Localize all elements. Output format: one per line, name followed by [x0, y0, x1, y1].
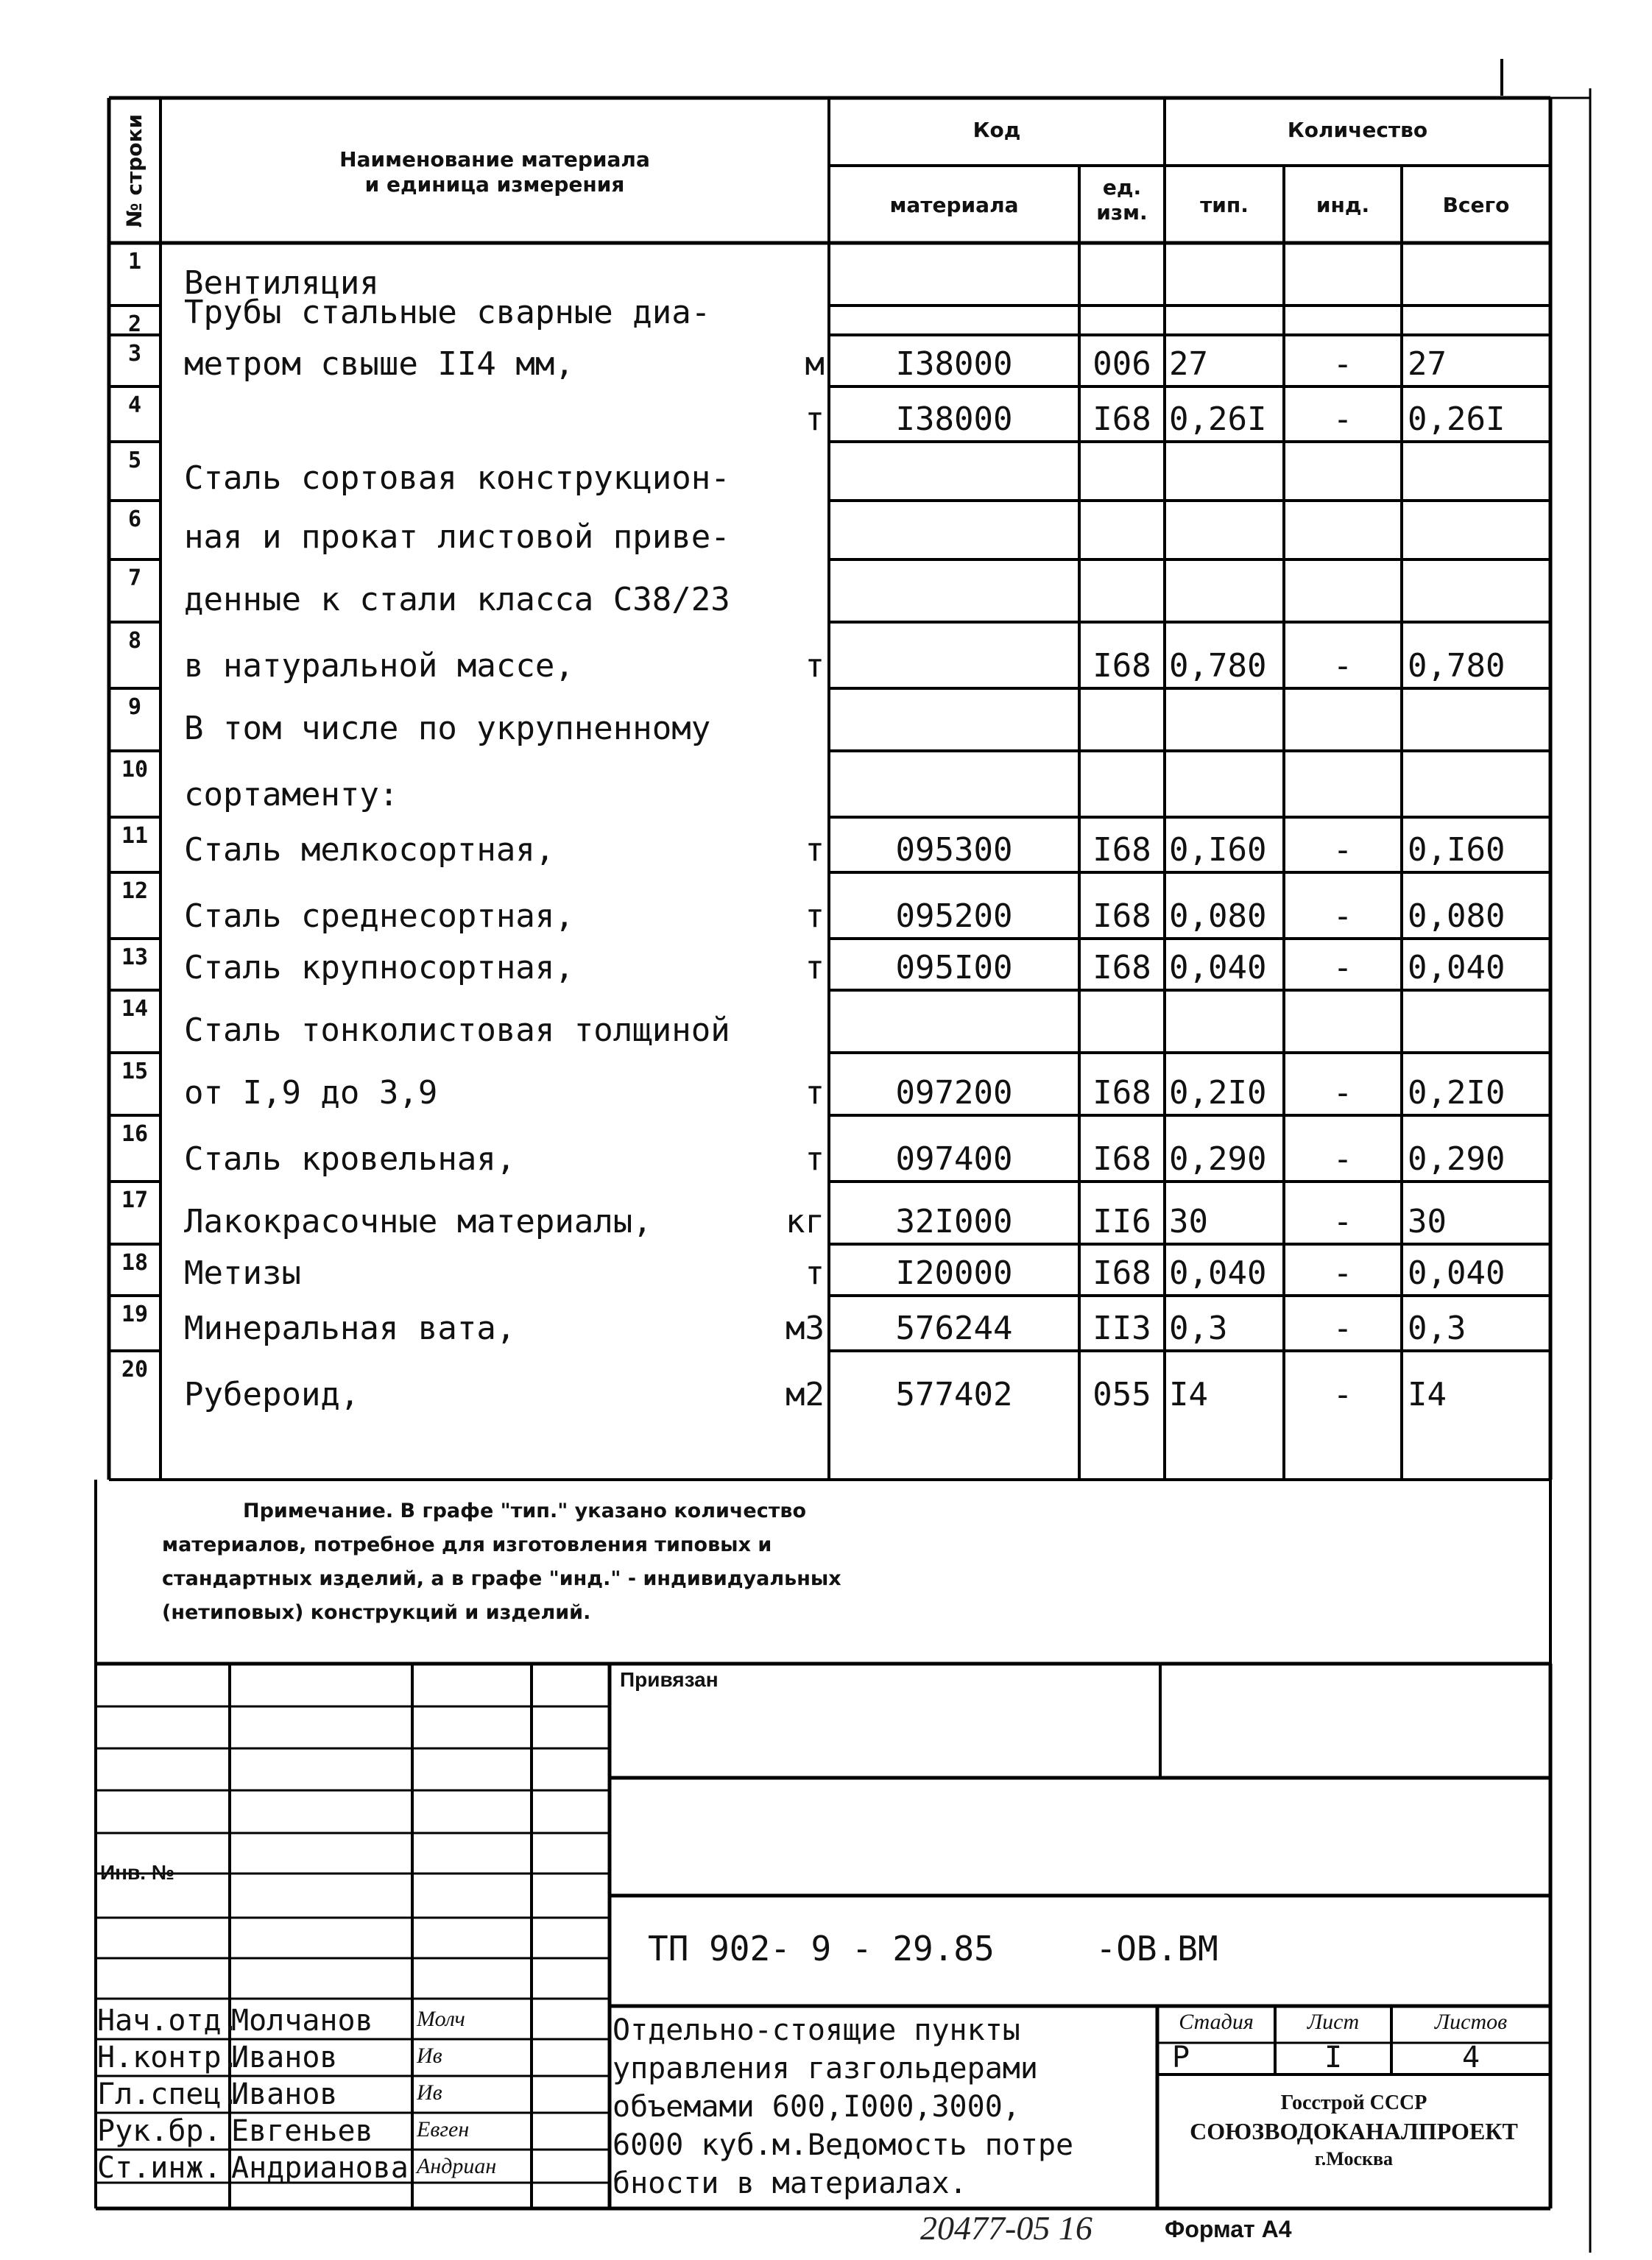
header-unit: [1081, 175, 1163, 225]
sheets-value: 4: [1461, 2041, 1480, 2074]
format-label: Формат А4: [1165, 2216, 1292, 2242]
staff-signature: Евген: [417, 2117, 470, 2141]
row-number: 18: [121, 1250, 149, 1276]
header-material: материала: [889, 193, 1019, 217]
row-number: 8: [127, 628, 142, 654]
header-unit-line2: изм.: [1096, 200, 1148, 225]
row-number: 16: [121, 1121, 149, 1147]
qty-total: 0,040: [1408, 1254, 1505, 1292]
header-row-no: № строки: [122, 113, 147, 227]
qty-total: 30: [1408, 1203, 1447, 1240]
row-number: 17: [121, 1187, 149, 1213]
material-name: Лакокрасочные материалы,: [184, 1203, 652, 1240]
staff-name: Молчанов: [231, 2004, 373, 2038]
header-typ: тип.: [1200, 193, 1249, 217]
sheets-label: Листов: [1434, 2010, 1508, 2034]
row-number: 4: [127, 392, 142, 418]
row-number: 12: [121, 878, 149, 904]
staff-name: Иванов: [231, 2077, 338, 2111]
qty-typ: 0,780: [1169, 647, 1267, 685]
qty-total: 0,2I0: [1408, 1074, 1505, 1112]
material-unit: т: [805, 949, 825, 986]
row-number: 6: [127, 506, 142, 532]
org-line-2: СОЮЗВОДОКАНАЛПРОЕКТ: [1190, 2118, 1518, 2144]
doc-description-line: бности в материалах.: [613, 2167, 967, 2200]
unit-code: I68: [1092, 897, 1151, 935]
staff-signature: Ив: [417, 2080, 442, 2105]
privyazan-label: Привязан: [620, 1668, 719, 1691]
header-row-no-cell: [110, 99, 159, 241]
note-line-3: стандартных изделий, а в графе "инд." - индивидуальных: [162, 1567, 841, 1590]
header-name-line1: Наименование материала: [339, 147, 650, 172]
row-number: 1: [127, 249, 142, 275]
header-total: Всего: [1442, 193, 1510, 217]
material-unit: т: [805, 897, 825, 935]
org-line-1: Госстрой СССР: [1280, 2091, 1427, 2114]
header-qty-group: Количество: [1287, 118, 1428, 142]
qty-ind: -: [1332, 400, 1353, 438]
material-name: Трубы стальные сварные диа-: [184, 294, 711, 331]
qty-ind: -: [1332, 1254, 1353, 1292]
material-code: 097400: [895, 1140, 1013, 1178]
doc-description-line: объемами 600,I000,3000,: [613, 2090, 1020, 2124]
row-number: 10: [121, 757, 149, 783]
qty-typ: 0,26I: [1169, 400, 1267, 438]
qty-typ: 0,290: [1169, 1140, 1267, 1178]
qty-total: 0,I60: [1408, 831, 1505, 869]
org-line-3: г.Москва: [1314, 2148, 1394, 2169]
qty-typ: 0,I60: [1169, 831, 1267, 869]
header-name-line2: и единица измерения: [364, 172, 625, 197]
header-unit-line1: ед.: [1102, 175, 1142, 199]
material-unit: т: [805, 831, 825, 869]
material-unit: т: [805, 1254, 825, 1292]
qty-total: 0,290: [1408, 1140, 1505, 1178]
material-code: 32I000: [895, 1203, 1013, 1240]
staff-signature: Андриан: [417, 2154, 497, 2178]
material-unit: т: [805, 1140, 825, 1178]
row-number: 3: [127, 341, 142, 367]
material-name: Сталь крупносортная,: [184, 949, 574, 986]
row-number: 13: [121, 944, 149, 970]
staff-signature: Молч: [417, 2007, 465, 2031]
note-line-1: Примечание. В графе "тип." указано количество: [243, 1500, 807, 1522]
qty-ind: -: [1332, 647, 1353, 685]
qty-total: 0,3: [1408, 1310, 1466, 1347]
material-name: Сталь тонколистовая толщиной: [184, 1011, 730, 1049]
qty-typ: I4: [1169, 1376, 1208, 1413]
qty-total: 0,080: [1408, 897, 1505, 935]
material-name: Сталь мелкосортная,: [184, 831, 555, 869]
material-code: 577402: [895, 1376, 1013, 1413]
unit-code: I68: [1092, 949, 1151, 986]
unit-code: I68: [1092, 647, 1151, 685]
qty-ind: -: [1332, 1203, 1353, 1240]
material-name: Рубероид,: [184, 1376, 360, 1413]
material-code: 095I00: [895, 949, 1013, 986]
inv-no-label: Инв. №: [100, 1861, 175, 1884]
qty-typ: 27: [1169, 345, 1208, 383]
qty-ind: -: [1332, 1376, 1353, 1413]
material-name: денные к стали класса С38/23: [184, 581, 730, 618]
header-ind: инд.: [1316, 193, 1370, 217]
material-unit: м: [805, 345, 825, 383]
note-line-4: (нетиповых) конструкций и изделий.: [162, 1601, 591, 1624]
material-name: В том числе по укрупненному: [184, 710, 711, 747]
staff-role: Гл.спец.: [97, 2077, 239, 2111]
material-unit: т: [805, 647, 825, 685]
staff-signature: Ив: [417, 2044, 442, 2068]
unit-code: II3: [1092, 1310, 1151, 1347]
unit-code: I68: [1092, 1140, 1151, 1178]
sheet-value: I: [1324, 2041, 1343, 2074]
material-name: Сталь сортовая конструкцион-: [184, 459, 730, 497]
row-number: 5: [127, 448, 142, 473]
row-number: 15: [121, 1059, 149, 1084]
unit-code: II6: [1092, 1203, 1151, 1240]
qty-total: 27: [1408, 345, 1447, 383]
qty-typ: 0,2I0: [1169, 1074, 1267, 1112]
material-name: Метизы: [184, 1254, 301, 1292]
header-code-group: Код: [973, 118, 1021, 142]
stage-value: Р: [1172, 2041, 1190, 2074]
material-name: в натуральной массе,: [184, 647, 574, 685]
material-code: I20000: [895, 1254, 1013, 1292]
material-name: от I,9 до 3,9: [184, 1074, 438, 1112]
material-unit: м2: [786, 1376, 825, 1413]
qty-ind: -: [1332, 949, 1353, 986]
material-name: Сталь кровельная,: [184, 1140, 516, 1178]
qty-total: 0,26I: [1408, 400, 1505, 438]
row-number: 11: [121, 823, 149, 849]
qty-ind: -: [1332, 1140, 1353, 1178]
note-block: [162, 1494, 1193, 1630]
unit-code: I68: [1092, 1254, 1151, 1292]
qty-ind: -: [1332, 831, 1353, 869]
material-unit: т: [805, 400, 825, 438]
doc-code-suffix: -ОВ.ВМ: [1095, 1929, 1218, 1968]
material-code: 097200: [895, 1074, 1013, 1112]
material-name: Сталь среднесортная,: [184, 897, 574, 935]
material-code: 095300: [895, 831, 1013, 869]
material-code: I38000: [895, 400, 1013, 438]
doc-description-line: 6000 куб.м.Ведомость потре: [613, 2128, 1074, 2162]
staff-name: Андрианова: [231, 2151, 409, 2185]
doc-description-line: управления газгольдерами: [613, 2052, 1038, 2086]
doc-description: [613, 2011, 1073, 2203]
row-number: 7: [127, 565, 142, 591]
staff-role: Н.контр.: [97, 2041, 239, 2074]
unit-code: I68: [1092, 831, 1151, 869]
material-name: ная и прокат листовой приве-: [184, 518, 730, 556]
staff-role: Рук.бр.: [97, 2114, 222, 2148]
qty-total: 0,040: [1408, 949, 1505, 986]
qty-ind: -: [1332, 345, 1353, 383]
material-unit: м3: [786, 1310, 825, 1347]
material-unit: кг: [786, 1203, 825, 1240]
unit-code: I68: [1092, 1074, 1151, 1112]
qty-ind: -: [1332, 1074, 1353, 1112]
material-code: 576244: [895, 1310, 1013, 1347]
qty-total: I4: [1408, 1376, 1447, 1413]
header-name: [162, 147, 827, 197]
staff-name: Евгеньев: [231, 2114, 373, 2148]
material-name: сортаменту:: [184, 776, 399, 813]
doc-description-line: Отдельно-стоящие пункты: [613, 2013, 1020, 2047]
sheet-label: Лист: [1307, 2010, 1360, 2034]
row-number: 14: [121, 996, 149, 1022]
qty-typ: 0,040: [1169, 1254, 1267, 1292]
organization-block: [1159, 2089, 1549, 2173]
row-number: 9: [127, 694, 142, 720]
material-unit: т: [805, 1074, 825, 1112]
unit-code: I68: [1092, 400, 1151, 438]
qty-total: 0,780: [1408, 647, 1505, 685]
material-name: Вентиляция: [184, 264, 379, 302]
stage-label: Стадия: [1179, 2010, 1254, 2034]
qty-ind: -: [1332, 897, 1353, 935]
doc-code-main: ТП 902- 9 - 29.85: [648, 1929, 995, 1968]
qty-typ: 0,080: [1169, 897, 1267, 935]
material-name: Минеральная вата,: [184, 1310, 516, 1347]
staff-role: Нач.отд.: [97, 2004, 239, 2038]
material-code: I38000: [895, 345, 1013, 383]
doc-code: [648, 1929, 1218, 1968]
unit-code: 006: [1092, 345, 1151, 383]
qty-typ: 0,040: [1169, 949, 1267, 986]
material-name: метром свыше II4 мм,: [184, 345, 574, 383]
note-line-2: материалов, потребное для изготовления типовых и: [162, 1533, 772, 1556]
row-number: 19: [121, 1302, 149, 1327]
row-number: 2: [127, 311, 142, 337]
qty-typ: 0,3: [1169, 1310, 1228, 1347]
staff-role: Ст.инж.: [97, 2151, 222, 2185]
row-number: 20: [121, 1357, 149, 1383]
qty-typ: 30: [1169, 1203, 1208, 1240]
material-code: 095200: [895, 897, 1013, 935]
unit-code: 055: [1092, 1376, 1151, 1413]
qty-ind: -: [1332, 1310, 1353, 1347]
staff-name: Иванов: [231, 2041, 338, 2074]
archive-number: 20477-05 16: [920, 2209, 1092, 2247]
